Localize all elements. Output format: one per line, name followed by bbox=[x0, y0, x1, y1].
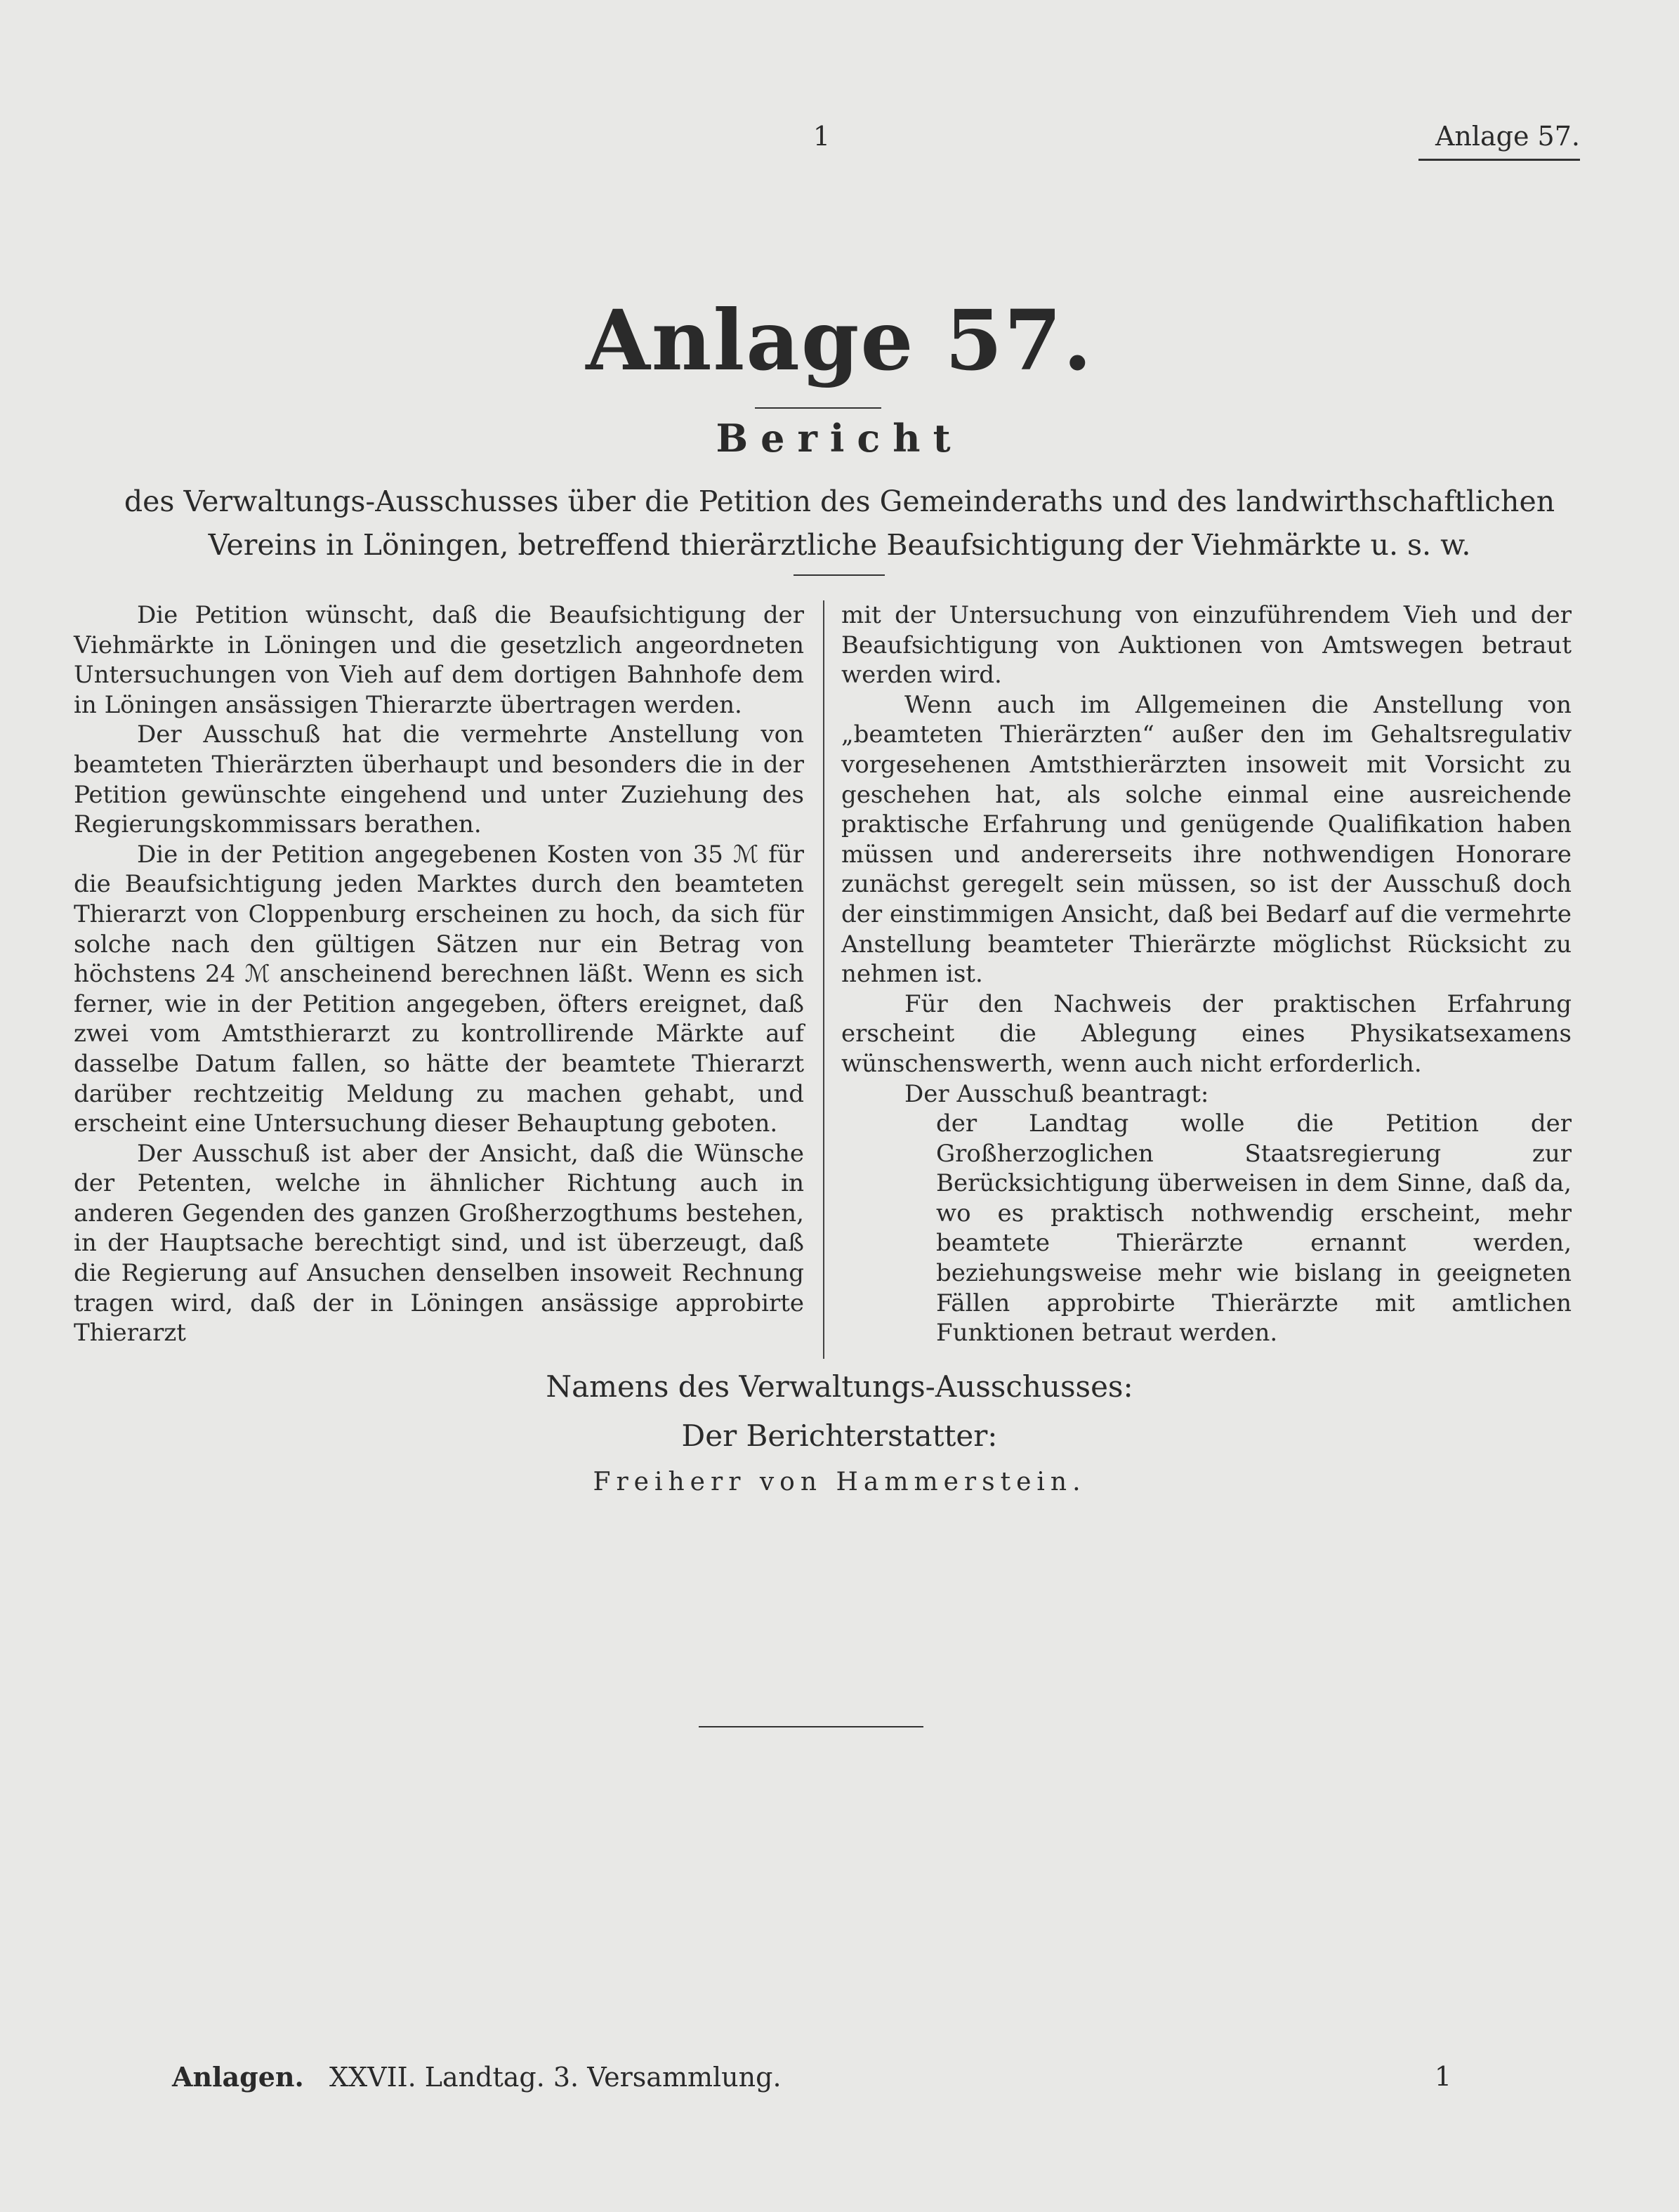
paragraph: Wenn auch im Allgemeinen die Anstellung von „beamteten Thierärzten“ außer den im Gehaltsregulativ vorgesehenen Amtsthierärzten insoweit mit Vorsicht zu geschehen hat, als solche einmal eine ausreichende praktische Erfahrung und genügende Qualifikation haben müssen und andererseits ihre nothwendigen Honorare zunächst geregelt sein müssen, so ist der Ausschuß doch der einstimmigen Ansicht, daß bei Bedarf auf die vermehrte Anstellung beamteter Thierärzte möglichst Rücksicht zu nehmen ist. bbox=[841, 690, 1572, 989]
footer bbox=[172, 2061, 782, 2093]
paragraph: Für den Nachweis der praktischen Erfahrung erscheint die Ablegung eines Physikatsexamens wünschenswerth, wenn auch nicht erforderlich. bbox=[841, 989, 1572, 1078]
left-column bbox=[74, 600, 804, 1348]
signature-committee: Namens des Verwaltungs-Ausschusses: bbox=[546, 1369, 1133, 1404]
column-divider bbox=[823, 600, 824, 1359]
subtitle-line-2: Vereins in Löningen, betreffend thierärztliche Beaufsichtigung der Viehmärkte u. s. w. bbox=[208, 528, 1471, 562]
paragraph: Die Petition wünscht, daß die Beaufsichtigung der Viehmärkte in Löningen und die gesetzlich angeordneten Untersuchungen von Vieh auf dem dortigen Bahnhofe dem in Löningen ansässigen Thierarzte übertragen werden. bbox=[74, 601, 804, 719]
end-rule bbox=[699, 1726, 923, 1727]
footer-text: XXVII. Landtag. 3. Versammlung. bbox=[329, 2062, 782, 2093]
paragraph: Der Ausschuß ist aber der Ansicht, daß die Wünsche der Petenten, welche in ähnlicher Richtung auch in anderen Gegenden des ganzen Großherzogthums bestehen, in der Hauptsache berechtigt sind, und ist überzeugt, daß die Regierung auf Ansuchen denselben insoweit Rechnung tragen wird, daß der in Löningen ansässige approbirte Thierarzt bbox=[74, 1139, 804, 1348]
signature-role: Der Berichterstatter: bbox=[681, 1418, 998, 1453]
paragraph: Die in der Petition angegebenen Kosten von 35 ℳ für die Beaufsichtigung jeden Marktes durch den beamteten Thierarzt von Cloppenburg erscheinen zu hoch, da sich für solche nach den gültigen Sätzen nur ein Betrag von höchstens 24 ℳ anscheinend berechnen läßt. Wenn es sich ferner, wie in der Petition angegeben, öfters ereignet, daß zwei vom Amtsthierarzt zu kontrollirende Märkte auf dasselbe Datum fallen, so hätte der beamtete Thierarzt darüber rechtzeitig Meldung zu machen gehabt, und erscheint eine Untersuchung dieser Behauptung geboten. bbox=[74, 840, 804, 1138]
subtitle-rule bbox=[794, 574, 885, 576]
paragraph: Der Ausschuß hat die vermehrte Anstellung von beamteten Thierärzten überhaupt und besonders die in der Petition gewünschte eingehend und unter Zuziehung des Regierungskommissars berathen. bbox=[74, 720, 804, 839]
document-type: Bericht bbox=[716, 416, 963, 461]
recommendation: der Landtag wolle die Petition der Großherzoglichen Staatsregierung zur Berücksichtigung überweisen in dem Sinne, daß da, wo es praktisch nothwendig erscheint, mehr beamtete Thierärzte ernannt werden, beziehungsweise mehr wie bislang in geeigneten Fällen approbirte Thierärzte mit amtlichen Funktionen betraut werden. bbox=[936, 1110, 1572, 1348]
footer-page-number: 1 bbox=[1434, 2061, 1452, 2092]
page-title: Anlage 57. bbox=[586, 291, 1093, 389]
subtitle-line-1: des Verwaltungs-Ausschusses über die Petition des Gemeinderaths und des landwirthschaftlichen bbox=[124, 485, 1555, 518]
title-rule bbox=[755, 407, 881, 409]
running-head: Anlage 57. bbox=[1418, 121, 1580, 161]
page-number: 1 bbox=[812, 121, 831, 152]
subtitle bbox=[70, 480, 1609, 567]
paragraph: mit der Untersuchung von einzuführendem Vieh und der Beaufsichtigung von Auktionen von Amtswegen betraut werden wird. bbox=[841, 601, 1572, 690]
paragraph: Der Ausschuß beantragt: bbox=[904, 1079, 1209, 1108]
right-column bbox=[841, 600, 1572, 1348]
signature-name: Freiherr von Hammerstein. bbox=[593, 1468, 1086, 1496]
footer-label: Anlagen. bbox=[172, 2061, 304, 2093]
